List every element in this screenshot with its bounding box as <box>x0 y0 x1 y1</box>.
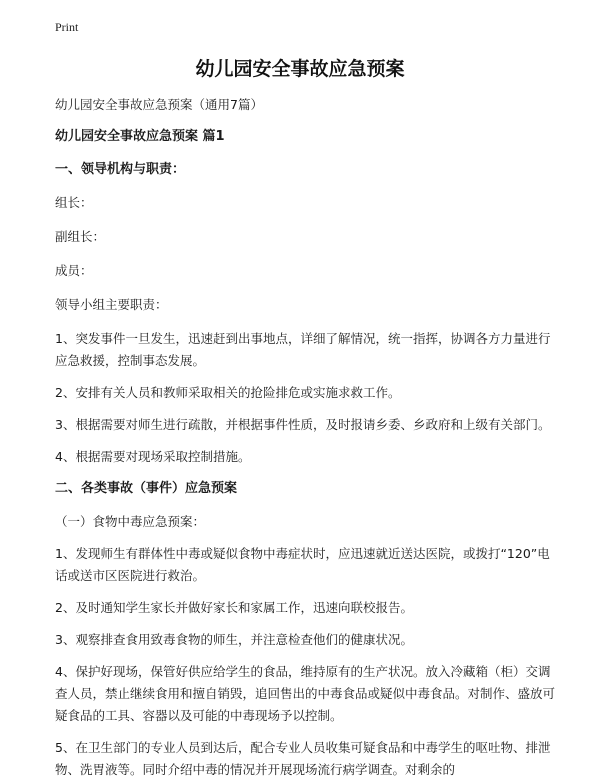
members-label: 成员： <box>55 263 93 278</box>
plan-item: 3、观察排查食用致毒食物的师生，并注意检查他们的健康状况。 <box>55 632 413 647</box>
section2-heading: 二、各类事故（事件）应急预案 <box>55 481 238 496</box>
plan-item: 2、及时通知学生家长并做好家长和家属工作，迅速向联校报告。 <box>55 600 413 615</box>
document-subtitle: 幼儿园安全事故应急预案（通用7篇） <box>55 97 263 112</box>
plan-item: 1、发现师生有群体性中毒或疑似食物中毒症状时，应迅速就近送达医院，或拨打“120”电话或送市区医院进行救治。 <box>55 546 550 583</box>
section1-heading: 一、领导机构与职责： <box>55 162 186 177</box>
plan-item: 5、在卫生部门的专业人员到达后，配合专业人员收集可疑食品和中毒学生的呕吐物、排泄物、洗胃液等。同时介绍中毒的情况并开展现场流行病学调查。对剩余的 <box>55 740 551 776</box>
duty-item: 1、突发事件一旦发生，迅速赶到出事地点，详细了解情况，统一指挥，协调各方力量进行应急救援，控制事态发展。 <box>55 331 551 368</box>
duty-item: 2、安排有关人员和教师采取相关的抢险排危或实施求救工作。 <box>55 385 401 400</box>
duty-item: 4、根据需要对现场采取控制措施。 <box>55 449 251 464</box>
document-body <box>55 94 555 776</box>
deputy-label: 副组长： <box>55 229 106 244</box>
print-link[interactable]: Print <box>55 20 79 34</box>
article-heading: 幼儿园安全事故应急预案 篇1 <box>55 129 225 144</box>
document-title: 幼儿园安全事故应急预案 <box>195 58 405 80</box>
duty-item: 3、根据需要对师生进行疏散，并根据事件性质，及时报请乡委、乡政府和上级有关部门。 <box>55 417 551 432</box>
plan-item: 4、保护好现场，保管好供应给学生的食品，维持原有的生产状况。放入冷藏箱（柜）交调查人员，禁止继续食用和擅自销毁，追回售出的中毒食品或疑似中毒食品。对制作、盛放可疑食品的工具、容器以及可能的中毒现场予以控制。 <box>55 664 556 723</box>
section2-subheading: （一）食物中毒应急预案： <box>55 514 206 529</box>
leader-label: 组长： <box>55 195 93 210</box>
duties-intro: 领导小组主要职责： <box>55 297 168 312</box>
